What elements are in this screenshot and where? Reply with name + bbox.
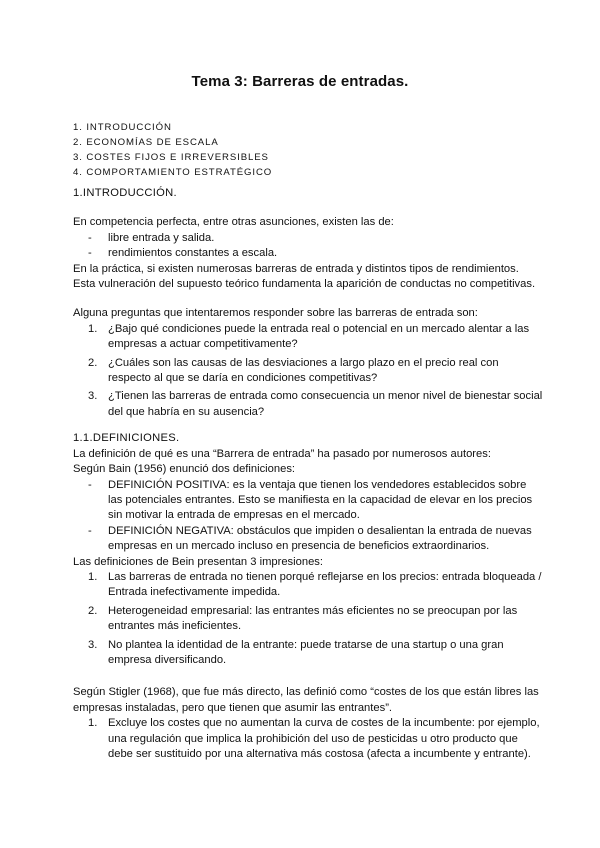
paragraph: Alguna preguntas que intentaremos responder sobre las barreras de entrada son: — [73, 307, 478, 320]
list-item: 2. ¿Cuáles son las causas de las desviaciones a largo plazo en el precio real con respecto al que se daría en condiciones competitivas? — [88, 356, 499, 385]
paragraph: Según Stigler (1968), que fue más directo, las definió como “costes de los que están libres las empresas instaladas, pero que tienen que asumir las entrantes”. — [73, 686, 539, 714]
document-title: Tema 3: Barreras de entradas. — [191, 73, 409, 90]
paragraph: En competencia perfecta, entre otras asunciones, existen las de: — [73, 216, 394, 229]
paragraph: En la práctica, si existen numerosas barreras de entrada y distintos tipos de rendimientos. Esta vulneración del supuesto teórico fundamenta la aparición de conductas no competitivas. — [73, 262, 536, 291]
table-of-contents — [73, 120, 272, 180]
document-body — [73, 186, 543, 765]
section-heading: 1.1.DEFINICIONES. — [73, 432, 180, 445]
bein-impression-list — [73, 570, 543, 668]
list-item: - DEFINICIÓN POSITIVA: es la ventaja que tienen los vendedores establecidos sobre las potenciales entrantes. Esto se manifiesta en la capacidad de elevar en los precios sin motivar la entrada de empresas en el mercado. — [88, 478, 533, 522]
toc-item: 2. ECONOMÍAS DE ESCALA — [73, 137, 219, 148]
list-item: 2. Heterogeneidad empresarial: las entrantes más eficientes no se preocupan por las entrantes más ineficientes. — [88, 604, 518, 633]
list-item: 1. ¿Bajo qué condiciones puede la entrada real o potencial en un mercado alentar a las empresas a actuar competitivamente? — [88, 322, 530, 351]
section-heading: 1.INTRODUCCIÓN. — [73, 187, 177, 199]
list-item: - rendimientos constantes a escala. — [88, 247, 278, 260]
paragraph: Las definiciones de Bein presentan 3 impresiones: — [73, 555, 324, 568]
question-list — [73, 322, 543, 420]
list-item: 3. ¿Tienen las barreras de entrada como consecuencia un menor nivel de bienestar social del que habría en su ausencia? — [88, 390, 543, 418]
list-item: - libre entrada y salida. — [88, 231, 215, 244]
toc-item: 4. COMPORTAMIENTO ESTRATÉGICO — [73, 167, 273, 178]
toc-item: 1. INTRODUCCIÓN — [73, 122, 172, 133]
list-item: 1. Excluye los costes que no aumentan la curva de costes de la incumbente: por ejemplo, una regulación que implica la prohibición del uso de pesticidas u otro producto que debe ser sustituido por una alternativa más costosa (afecta a incumbente y entrante). — [88, 717, 540, 760]
list-item: - DEFINICIÓN NEGATIVA: obstáculos que impiden o desalientan la entrada de nuevas empresas en un mercado incluso en presencia de beneficios extraordinarios. — [88, 524, 532, 553]
stigler-point-list — [73, 716, 543, 762]
bain-definition-list — [73, 478, 543, 555]
assumption-list — [73, 231, 543, 262]
list-item: 1. Las barreras de entrada no tienen porqué reflejarse en los precios: entrada bloqueada / Entrada inefectivamente impedida. — [88, 570, 542, 599]
paragraph: La definición de qué es una “Barrera de entrada” ha pasado por numerosos autores: — [73, 447, 491, 460]
list-item: 3. No plantea la identidad de la entrante: puede tratarse de una startup o una gran empresa diversificando. — [88, 638, 504, 666]
paragraph: Según Bain (1956) enunció dos definiciones: — [73, 463, 296, 476]
toc-item: 3. COSTES FIJOS E IRREVERSIBLES — [73, 152, 269, 163]
